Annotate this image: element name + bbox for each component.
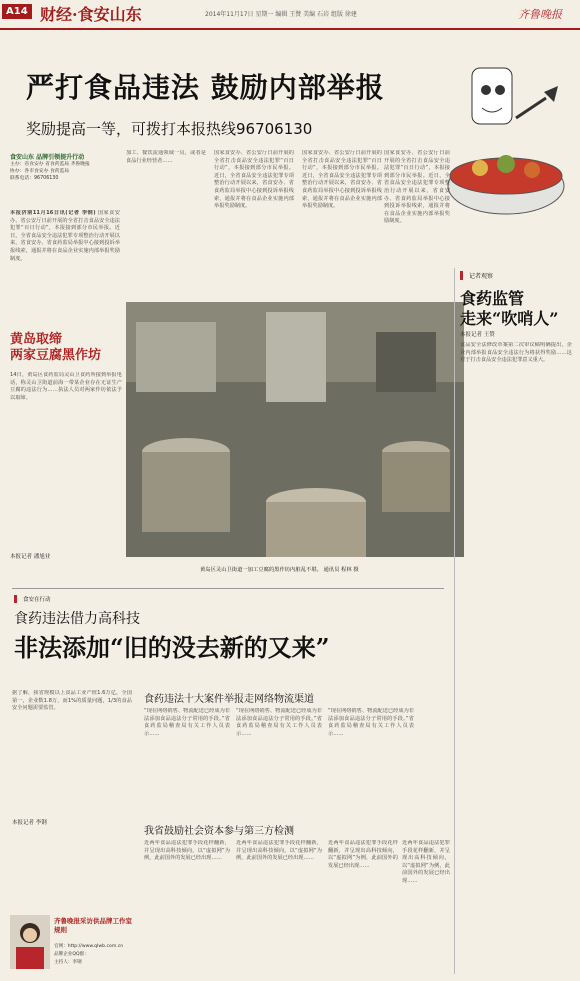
story2-col: “现在网络销售、物流配送已经成为非法添加食品违法分子常用的手段。”省食药监局稽查局有关工作人员表示…… (236, 708, 322, 737)
reporter-line: 品牌企业QQ群： (54, 952, 89, 957)
story2-kicker: 食药违法借力高科技 (14, 611, 140, 627)
story2-byline: 本报记者 李钢 (12, 820, 47, 826)
reporter-box (10, 915, 132, 981)
box-story (10, 332, 122, 582)
page-number: A14 (2, 4, 32, 19)
box-title-2: 两家豆腐黑作坊 (10, 348, 102, 363)
lead-story-col2: 加工、餐饮流通领域一员，或者是食品行业经营者…… (126, 150, 206, 164)
box-body: 14日，黄岛区食药监局灵山卫食药所接到举报电话，称灵山卫街道前海一带某企业存在无证生产豆腐的违法行为……执法人员对两家作坊依法予以取缔。 (10, 372, 122, 401)
box-title-1: 黄岛取缔 (10, 332, 63, 347)
reporter-photo (10, 915, 50, 969)
reporter-title: 齐鲁晚报采访供品牌工作室规则 (54, 917, 132, 934)
section-title: 财经·食安山东 (40, 5, 142, 24)
story2-col: 近两年食品违法犯罪手段花样翻新，并呈现出高科技倾向，以“虚拟网”为例，此前国外的发展已经出现…… (402, 840, 450, 884)
box-byline: 本报记者 潘旭业 (10, 554, 51, 560)
lead-story-col1 (10, 210, 120, 325)
page-header (0, 0, 580, 30)
lead-story-col3: 国家食安办、省公安厅日前开展的全省打击食品安全违法犯罪“百日行动”，本报接到部分市民举报。近日，全省食品安全违法犯罪专项整治行动开展以来，省食安办、省食药监局举报中心接到投诉举报线索，通报并将在食品企业实施内部举报奖励制度。 (214, 150, 294, 210)
main-headline: 严打食品违法 鼓励内部举报 (26, 71, 385, 104)
divider (12, 588, 444, 589)
story2-lead: 据了解，我省规模以上食品工业产值1.6万亿，全国第一，企业数1.8万，而1%的质量问题，1/3的食品安全问题需要监管。 (12, 690, 132, 712)
story2-col: “现在网络销售、物流配送已经成为非法添加食品违法分子常用的手段。”省食药监局稽查局有关工作人员表示…… (144, 708, 230, 737)
badge-line: 联系电话：96706130 (10, 176, 59, 181)
lead-story-col4: 国家食安办、省公安厅日前开展的全省打击食品安全违法犯罪“百日行动”，本报接到部分市民举报。近日，全省食品安全违法犯罪专项整治行动开展以来，省食安办、省食药监局举报中心接到投诉举报线索，通报并将在食品企业实施内部举报奖励制度。 (302, 150, 382, 210)
paper-logo: 齐鲁晚报 (518, 8, 562, 21)
commentary-byline: 本报记者 王赞 (460, 332, 495, 338)
story2-tag: 食安在行动 (14, 595, 51, 603)
badge-line: 协办：各市食安办 食药监局 (10, 169, 70, 174)
badge-title: 食安山东 品牌引领提升行动 (10, 154, 85, 161)
commentary-title: 走来“吹哨人” (460, 309, 559, 328)
campaign-badge (10, 152, 120, 198)
workshop-photo (126, 302, 464, 580)
story2-headline: 非法添加“旧的没去新的又来” (14, 633, 330, 662)
header-meta: 2014年11月17日 星期一 编辑 王赞 美编 石岩 组版 徐建 (205, 11, 357, 18)
lead-story-col5: 国家食安办、省公安厅日前开展的全省打击食品安全违法犯罪“百日行动”，本报接到部分市民举报。近日，全省食品安全违法犯罪专项整治行动开展以来，省食安办、省食药监局举报中心接到投诉举报线索，通报并将在食品企业实施内部举报奖励制度。 (384, 150, 450, 225)
story2-col: 近两年食品违法犯罪手段花样翻新，并呈现出高科技倾向，以“虚拟网”为例，此前国外的发展已经出现…… (328, 840, 398, 869)
food-safety-illustration (436, 58, 568, 228)
story2-subhead: 食药违法十大案件举报走网络物流渠道 (144, 694, 314, 705)
reporter-line: 官网：http://www.qlwb.com.cn (54, 944, 124, 949)
commentary-body: 食品安全法修改草案第二次审议稿明确提出，企业内部举报食品安全违法行为将获得奖励……这对于打击食品安全违法犯罪意义重大。 (460, 342, 572, 364)
photo-caption: 黄岛区灵山卫街道一加工豆腐的黑作坊内脏乱不堪。 通讯员 程林 摄 (200, 567, 359, 573)
story2-col: “现在网络销售、物流配送已经成为非法添加食品违法分子常用的手段。”省食药监局稽查局有关工作人员表示…… (328, 708, 414, 737)
commentary-tag: 记者观察 (460, 271, 493, 280)
lead-body: 国家食安办、省公安厅日前开展的全省打击食品安全违法犯罪“百日行动”，本报接到部分市民举报。近日，全省食品安全违法犯罪专项整治行动开展以来，省食安办、省食药监局举报中心接到投诉举报线索，通报并将在食品企业实施内部举报奖励制度。 (10, 210, 120, 262)
reporter-line: 主持人：李钢 (54, 960, 82, 965)
story2-subhead: 我省鼓励社会资本参与第三方检测 (144, 826, 294, 837)
column-rule (454, 268, 455, 974)
lead-dateline: 本报济南11月16日讯(记者 李钢) (10, 210, 96, 216)
story2-col: 近两年食品违法犯罪手段花样翻新，并呈现出高科技倾向，以“虚拟网”为例，此前国外的发展已经出现…… (236, 840, 322, 862)
badge-line: 主办：省食安办 省食药监局 齐鲁晚报 (10, 162, 90, 167)
commentary-title: 食药监管 (460, 289, 525, 308)
story2-col: 近两年食品违法犯罪手段花样翻新，并呈现出高科技倾向，以“虚拟网”为例，此前国外的发展已经出现…… (144, 840, 230, 862)
sub-headline: 奖励提高一等，可拨打本报热线96706130 (26, 120, 313, 138)
